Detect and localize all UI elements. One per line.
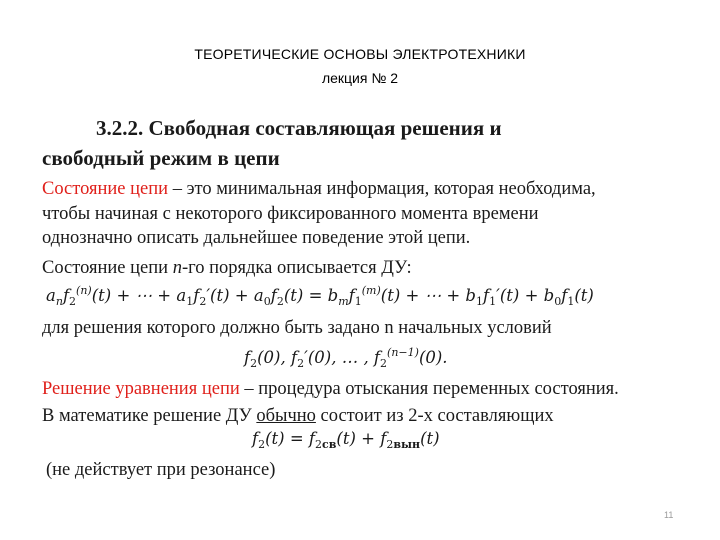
resonance-note: (не действует при резонансе) bbox=[46, 460, 276, 480]
solution-formula: $f_2(t) = f_{2св}(t) + f_{2вын}(t)$ bbox=[252, 429, 440, 451]
solution-components-text: В математике решение ДУ обычно состоит из 2-х составляющих bbox=[42, 406, 554, 426]
order-description: Состояние цепи n-го порядка описывается ДУ: bbox=[42, 258, 412, 278]
section-title-line1: 3.2.2. Свободная составляющая решения и bbox=[96, 116, 502, 140]
term-circuit-state: Состояние цепи bbox=[42, 179, 169, 199]
subscript-free: св bbox=[322, 438, 337, 451]
order-n: n bbox=[172, 258, 182, 278]
subscript-forced: вын bbox=[393, 438, 421, 451]
page-number: 11 bbox=[664, 510, 674, 520]
initial-conditions-formula: $f_2(0)$, $f_2'(0)$, … , $f_2^{(n-1)}(0)$. bbox=[244, 346, 448, 370]
initial-conditions-text: для решения которого должно быть задано n начальных условий bbox=[42, 318, 552, 338]
term-equation-solution: Решение уравнения цепи bbox=[42, 379, 240, 399]
slide-header-title: ТЕОРЕТИЧЕСКИЕ ОСНОВЫ ЭЛЕКТРОТЕХНИКИ bbox=[194, 46, 526, 62]
definition-state-text: – это минимальная информация, которая необходима, bbox=[168, 179, 596, 199]
definition-state-line2: чтобы начиная с некоторого фиксированного момента времени bbox=[42, 204, 539, 224]
definition-solution: Решение уравнения цепи – процедура отыскания переменных состояния. bbox=[42, 379, 619, 399]
definition-state-line3: однозначно описать дальнейшее поведение этой цепи. bbox=[42, 228, 471, 248]
section-title-line2: свободный режим в цепи bbox=[42, 146, 280, 170]
underlined-word: обычно bbox=[256, 406, 316, 426]
slide-header-subtitle: лекция № 2 bbox=[321, 70, 399, 86]
definition-state-line1 bbox=[42, 180, 596, 199]
differential-equation: $a_nf_2^{(n)}(t)$ + ⋯ + $a_1f_2'(t) + a_0f_2(t) = b_mf_1^{(m)}(t)$ + ⋯ + $b_1f_1'(t) + b_0f_1(t)$ bbox=[46, 284, 594, 308]
